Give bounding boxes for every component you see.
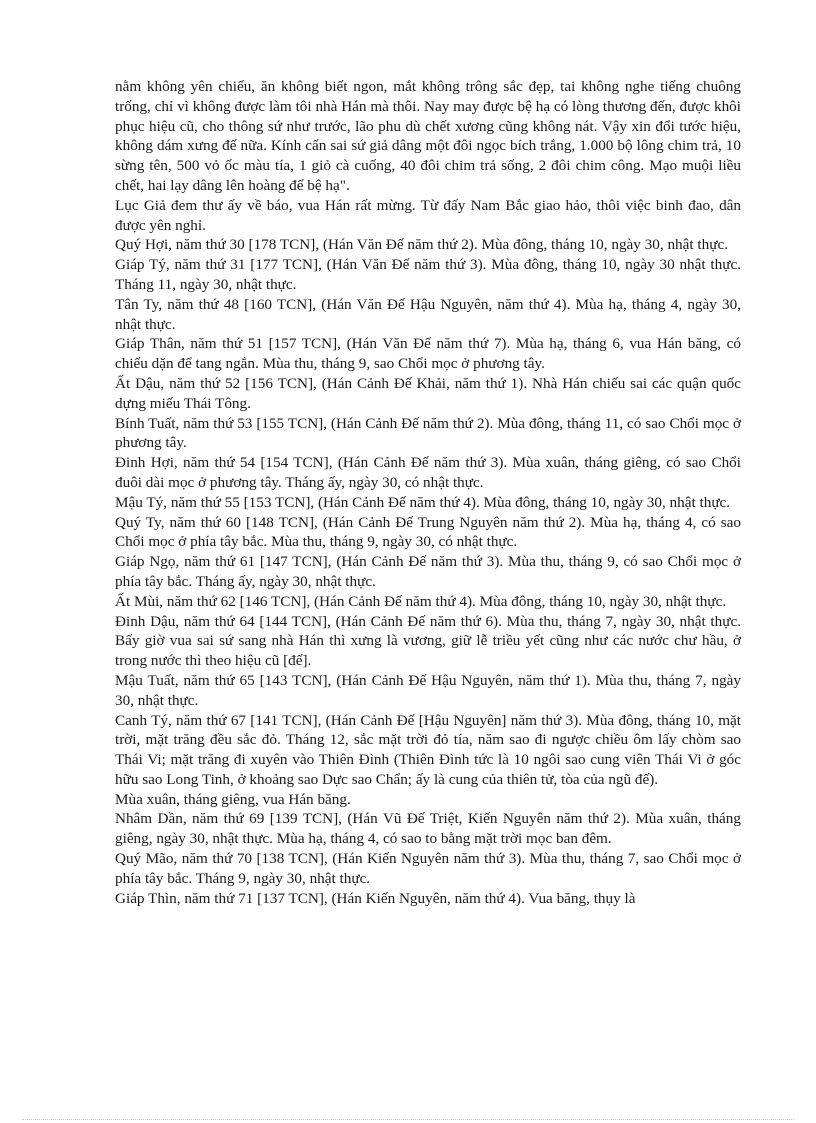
paragraph-dinh-hoi: Đinh Hợi, năm thứ 54 [154 TCN], (Hán Cảnh Đế năm thứ 3). Mùa xuân, tháng giêng, có sao Chổi đuôi dài mọc ở phương tây. Tháng ấy, ngày 30, có nhật thực. bbox=[115, 454, 741, 491]
paragraph-mua-xuan: Mùa xuân, tháng giêng, vua Hán băng. bbox=[115, 790, 351, 808]
paragraph-quy-hoi: Quý Hợi, năm thứ 30 [178 TCN], (Hán Văn Đế năm thứ 2). Mùa đông, tháng 10, ngày 30, nhật thực. bbox=[115, 236, 728, 254]
paragraph-quy-ty: Quý Ty, năm thứ 60 [148 TCN], (Hán Cảnh Đế Trung Nguyên năm thứ 2). Mùa hạ, tháng 4, có sao Chổi mọc ở phía tây bắc. Mùa thu, tháng 9, ngày 30, có nhật thực. bbox=[115, 513, 741, 551]
page-bottom-border bbox=[22, 1119, 794, 1120]
paragraph-quy-mao: Quý Mão, năm thứ 70 [138 TCN], (Hán Kiến Nguyên năm thứ 3). Mùa thu, tháng 7, sao Chổi mọc ở phía tây bắc. Tháng 9, ngày 30, nhật thực. bbox=[115, 850, 741, 887]
paragraph-tan-ty: Tân Ty, năm thứ 48 [160 TCN], (Hán Văn Đế Hậu Nguyên, năm thứ 4). Mùa hạ, tháng 4, ngày 30, nhật thực. bbox=[115, 295, 741, 333]
paragraph-luc-gia-report: Lục Giả đem thư ấy về báo, vua Hán rất mừng. Từ đấy Nam Bắc giao hảo, thôi việc binh đao, dân được yên nghỉ. bbox=[115, 196, 741, 234]
paragraph-at-dau: Ất Dậu, năm thứ 52 [156 TCN], (Hán Cảnh Đế Khải, năm thứ 1). Nhà Hán chiếu sai các quận quốc dựng miếu Thái Tông. bbox=[115, 374, 741, 412]
paragraph-dinh-dau: Đinh Dậu, năm thứ 64 [144 TCN], (Hán Cảnh Đế năm thứ 6). Mùa thu, tháng 7, ngày 30, nhật thực. Bấy giờ vua sai sứ sang nhà Hán thì xưng là vương, giữ lễ triều yết cũng như các nước chư hầu, ở trong nước thì theo hiệu cũ [đế]. bbox=[115, 612, 741, 670]
paragraph-letter-closing: nằm không yên chiếu, ăn không biết ngon, mắt không trông sắc đẹp, tai không nghe tiếng chuông trống, chỉ vì không được làm tôi nhà Hán mà thôi. Nay may được bệ hạ có lòng thương đến, được khôi phục hiệu cũ, cho thông sứ như trước, lão phu dù chết xương cũng không nát. Vậy xin đổi tước hiệu, không dám xưng đế nữa. Kính cẩn sai sứ giả dâng một đôi ngọc bích trắng, 1.000 bộ lông chim trả, 10 sừng tên, 500 vỏ ốc màu tía, 1 giỏ cà cuống, 40 đôi chim trả sống, 2 đôi chim công. Mạo muội liều chết, hai lạy dâng lên hoàng đế bệ hạ". bbox=[115, 78, 741, 194]
paragraph-giap-thin: Giáp Thìn, năm thứ 71 [137 TCN], (Hán Kiến Nguyên, năm thứ 4). Vua băng, thụy là bbox=[115, 889, 636, 907]
paragraph-giap-than: Giáp Thân, năm thứ 51 [157 TCN], (Hán Văn Đế năm thứ 7). Mùa hạ, tháng 6, vua Hán băng, có chiếu dặn để tang ngắn. Mùa thu, tháng 9, sao Chổi mọc ở phương tây. bbox=[115, 335, 741, 373]
paragraph-canh-ty: Canh Tý, năm thứ 67 [141 TCN], (Hán Cảnh Đế [Hậu Nguyên] năm thứ 3). Mùa đông, tháng 10, mặt trời, mặt trăng đều sắc đỏ. Tháng 12, sắc mặt trời đỏ tía, năm sao đi ngược chiều ôm lấy chòm sao Thái Vi; mặt trăng đi xuyên vào Thiên Đình (Thiên Đình tức là 10 ngôi sao cung viên Thái Vi ở góc hữu sao Long Tinh, ở khoảng sao Dực sao Chẩn; ấy là cung của thiên tử, tòa của ngũ đế). bbox=[115, 711, 741, 788]
paragraph-mau-ty: Mậu Tý, năm thứ 55 [153 TCN], (Hán Cảnh Đế năm thứ 4). Mùa đông, tháng 10, ngày 30, nhật thực. bbox=[115, 493, 731, 511]
paragraph-giap-ngo: Giáp Ngọ, năm thứ 61 [147 TCN], (Hán Cảnh Đế năm thứ 3). Mùa thu, tháng 9, có sao Chổi mọc ở phía tây bắc. Tháng ấy, ngày 30, nhật thực. bbox=[115, 553, 741, 590]
paragraph-at-mui: Ất Mùi, năm thứ 62 [146 TCN], (Hán Cảnh Đế năm thứ 4). Mùa đông, tháng 10, ngày 30, nhật thực. bbox=[115, 592, 727, 610]
paragraph-mau-tuat: Mậu Tuất, năm thứ 65 [143 TCN], (Hán Cảnh Đế Hậu Nguyên, năm thứ 1). Mùa thu, tháng 7, ngày 30, nhật thực. bbox=[115, 671, 741, 709]
paragraph-binh-tuat: Bính Tuất, năm thứ 53 [155 TCN], (Hán Cảnh Đế năm thứ 2). Mùa đông, tháng 11, có sao Chổi mọc ở phương tây. bbox=[115, 414, 741, 452]
body-text bbox=[115, 77, 741, 908]
paragraph-nham-dan: Nhâm Dần, năm thứ 69 [139 TCN], (Hán Vũ Đế Triệt, Kiến Nguyên năm thứ 2). Mùa xuân, tháng giêng, ngày 30, nhật thực. Mùa hạ, tháng 4, có sao to bằng mặt trời mọc ban đêm. bbox=[115, 810, 741, 848]
paragraph-giap-ty: Giáp Tý, năm thứ 31 [177 TCN], (Hán Văn Đế năm thứ 3). Mùa đông, tháng 10, ngày 30 nhật thực. Tháng 11, ngày 30, nhật thực. bbox=[115, 256, 741, 293]
